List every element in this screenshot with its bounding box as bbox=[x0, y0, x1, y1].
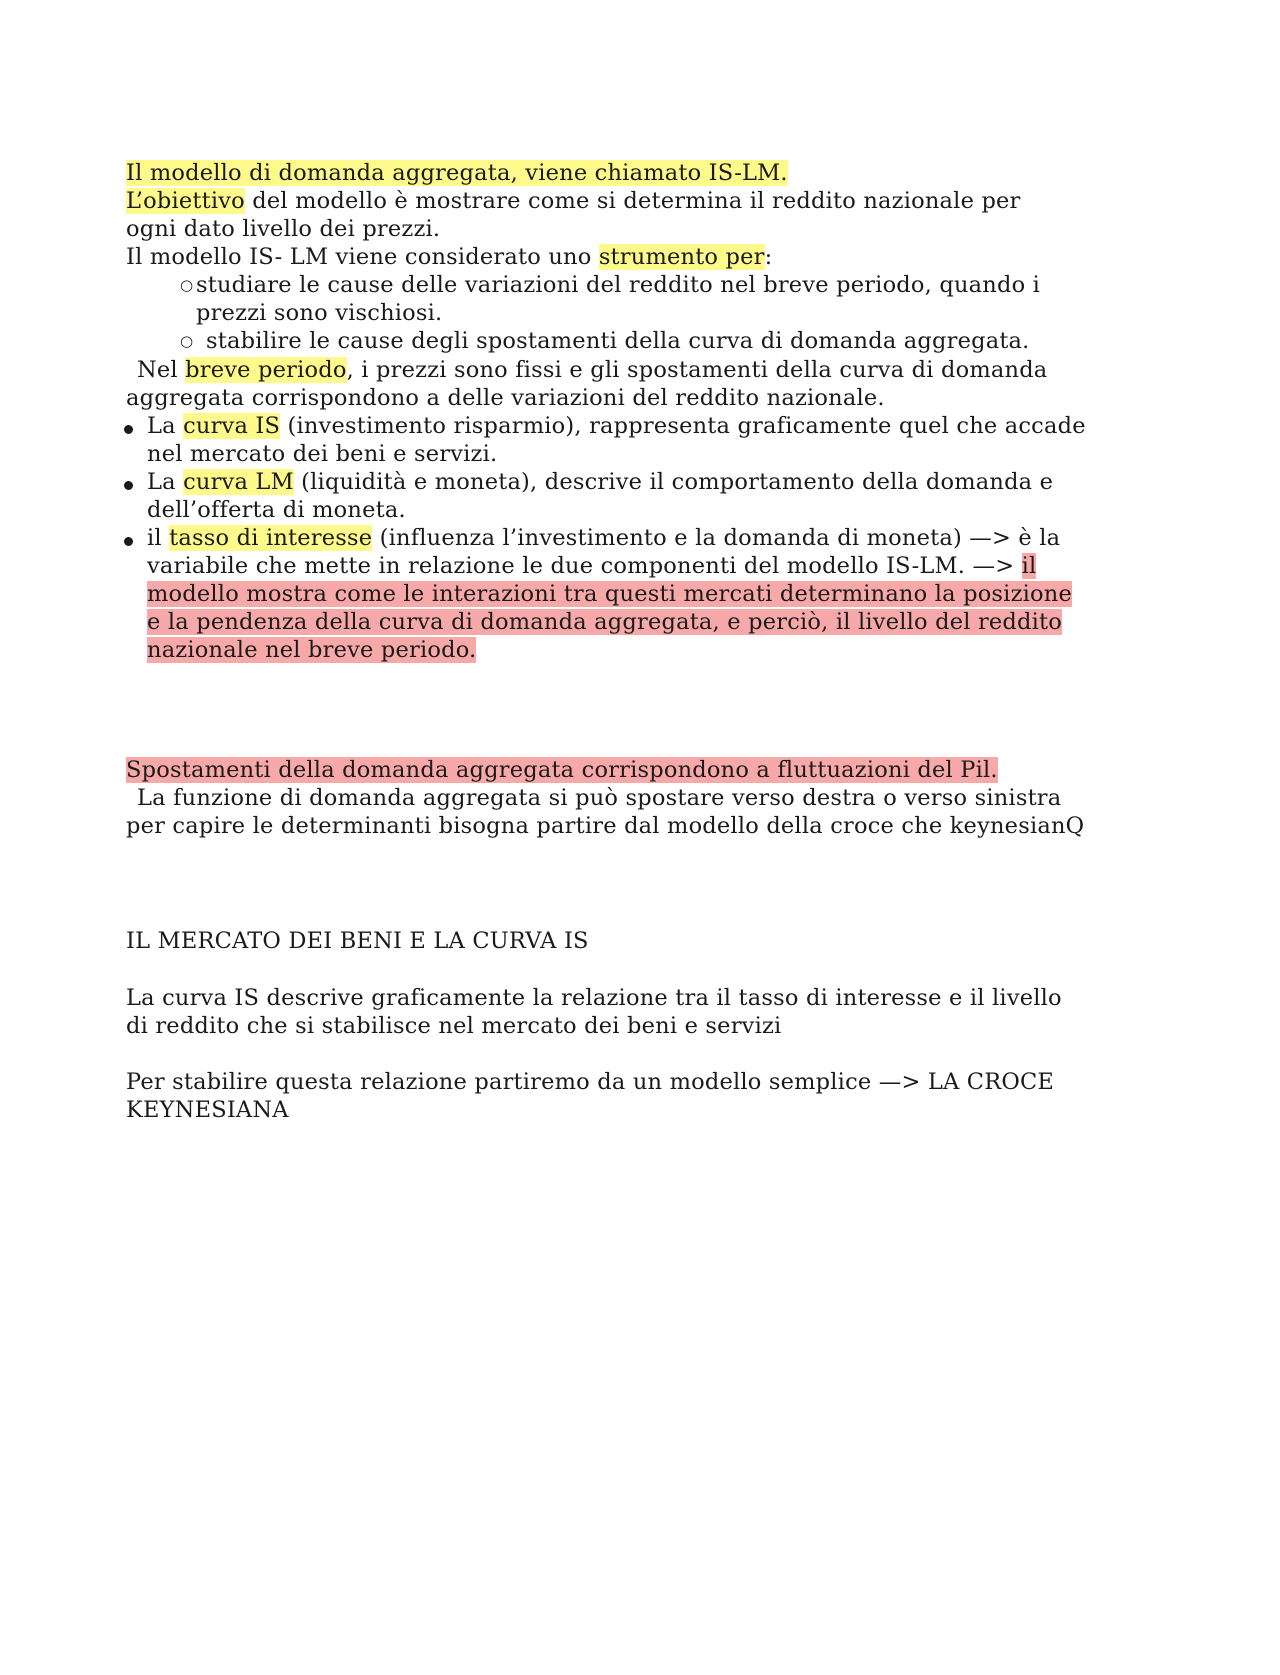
text: aggregata corrispondono a delle variazioni del reddito nazionale. bbox=[126, 385, 885, 411]
intro-line-1 bbox=[126, 159, 788, 187]
text: Per stabilire questa relazione partiremo da un modello semplice —> LA CROCE bbox=[126, 1069, 1055, 1095]
shift-line-1 bbox=[126, 756, 998, 784]
bullet-interest-line-1 bbox=[147, 524, 1060, 552]
bullet-interest-line-4 bbox=[147, 608, 1062, 636]
text: , i prezzi sono fissi e gli spostamenti della curva di domanda bbox=[346, 357, 1048, 383]
highlight-pink: nazionale nel breve periodo. bbox=[147, 637, 477, 663]
short-run-line-1 bbox=[137, 356, 1047, 384]
text: La curva IS descrive graficamente la relazione tra il tasso di interesse e il livello bbox=[126, 985, 1062, 1011]
bullet-lm-line-2 bbox=[147, 496, 406, 524]
text: La bbox=[147, 413, 184, 439]
text: : bbox=[764, 244, 773, 270]
bullet-is-line-2 bbox=[147, 440, 497, 468]
heading-text: IL MERCATO DEI BENI E LA CURVA IS bbox=[126, 928, 589, 954]
bullet-interest-line-5 bbox=[147, 636, 476, 664]
is-paragraph-line-1 bbox=[126, 984, 1062, 1012]
text: Nel bbox=[137, 357, 186, 383]
highlight-yellow: Il modello di domanda aggregata, viene chiamato IS-LM. bbox=[126, 160, 788, 186]
highlight-yellow: L’obiettivo bbox=[126, 188, 245, 214]
short-run-line-2 bbox=[126, 384, 885, 412]
bullet-interest-line-3 bbox=[147, 580, 1072, 608]
text: studiare le cause delle variazioni del reddito nel breve periodo, quando i bbox=[196, 272, 1041, 298]
bullet-interest-line-2 bbox=[147, 552, 1036, 580]
intro-line-3 bbox=[126, 215, 440, 243]
text: La funzione di domanda aggregata si può spostare verso destra o verso sinistra bbox=[137, 785, 1062, 811]
highlight-yellow: curva LM bbox=[183, 469, 294, 495]
text: del modello è mostrare come si determina il reddito nazionale per bbox=[244, 188, 1021, 214]
shift-line-3 bbox=[126, 812, 1084, 840]
text: per capire le determinanti bisogna partire dal modello della croce che keynesianQ bbox=[126, 813, 1085, 839]
text: variabile che mette in relazione le due componenti del modello IS-LM. —> bbox=[147, 553, 1022, 579]
text: KEYNESIANA bbox=[126, 1097, 289, 1123]
highlight-pink: Spostamenti della domanda aggregata corrispondono a fluttuazioni del Pil. bbox=[126, 757, 998, 783]
text: (liquidità e moneta), descrive il comportamento della domanda e bbox=[293, 469, 1054, 495]
highlight-pink: e la pendenza della curva di domanda aggregata, e perciò, il livello del reddito bbox=[147, 609, 1063, 635]
highlight-pink: modello mostra come le interazioni tra questi mercati determinano la posizione bbox=[147, 581, 1072, 607]
text: di reddito che si stabilisce nel mercato dei beni e servizi bbox=[126, 1013, 782, 1039]
bullet-lm-line-1 bbox=[147, 468, 1053, 496]
text: il bbox=[147, 525, 170, 551]
intro-line-2 bbox=[126, 187, 1021, 215]
highlight-pink: il bbox=[1021, 553, 1037, 579]
is-paragraph-line-2 bbox=[126, 1012, 781, 1040]
highlight-yellow: tasso di interesse bbox=[169, 525, 373, 551]
text: (investimento risparmio), rappresenta graficamente quel che accade bbox=[280, 413, 1086, 439]
bullet-is-line-1 bbox=[147, 412, 1086, 440]
text: nel mercato dei beni e servizi. bbox=[147, 441, 498, 467]
sub-item-1-cont bbox=[196, 299, 442, 327]
highlight-yellow: curva IS bbox=[183, 413, 281, 439]
circle-bullet-icon: ○ bbox=[180, 276, 194, 294]
cross-paragraph-line-2 bbox=[126, 1096, 289, 1124]
bullet-dot-icon bbox=[124, 425, 133, 434]
circle-bullet-icon: ○ bbox=[180, 332, 194, 350]
text: stabilire le cause degli spostamenti della curva di domanda aggregata. bbox=[206, 328, 1030, 354]
sub-item-2 bbox=[206, 327, 1030, 355]
intro-line-4 bbox=[126, 243, 772, 271]
sub-item-1 bbox=[196, 271, 1040, 299]
text: La bbox=[147, 469, 184, 495]
bullet-dot-icon bbox=[124, 537, 133, 546]
text: dell’offerta di moneta. bbox=[147, 497, 406, 523]
shift-line-2 bbox=[137, 784, 1061, 812]
bullet-dot-icon bbox=[124, 481, 133, 490]
text: prezzi sono vischiosi. bbox=[196, 300, 443, 326]
text: Il modello IS- LM viene considerato uno bbox=[126, 244, 599, 270]
highlight-yellow: breve periodo bbox=[185, 357, 347, 383]
text: (influenza l’investimento e la domanda di moneta) —> è la bbox=[372, 525, 1061, 551]
text: ogni dato livello dei prezzi. bbox=[126, 216, 441, 242]
highlight-yellow: strumento per bbox=[598, 244, 765, 270]
section-heading bbox=[126, 927, 589, 955]
cross-paragraph-line-1 bbox=[126, 1068, 1054, 1096]
